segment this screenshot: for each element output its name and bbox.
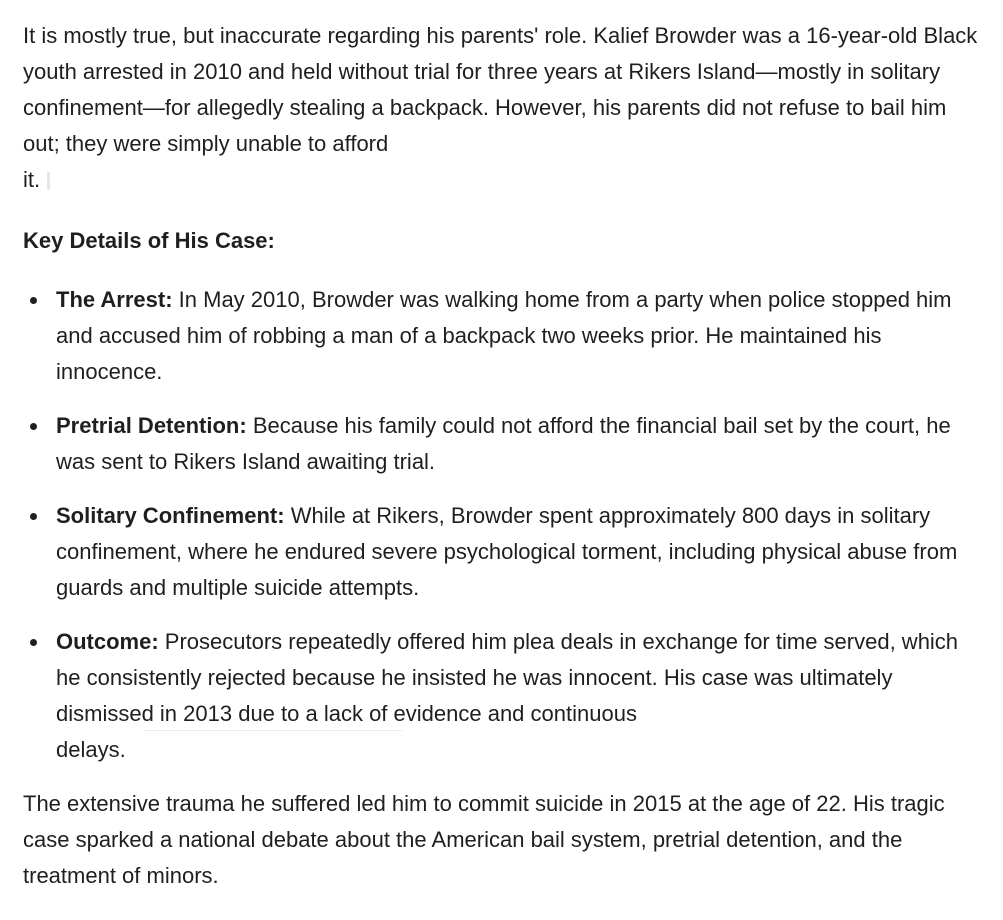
conclusion-paragraph: The extensive trauma he suffered led him to commit suicide in 2015 at the age of 22. His tragic case sparked a national debate about the American bail system, pretrial detention, and the treatment of minors. (23, 791, 945, 888)
intro-tail: it. (23, 167, 41, 192)
list-item-text: While at Rikers, Browder spent approximately 800 days in solitary confinement, where he endured severe psychological torment, including physical abuse from guards and multiple suicide attempts. (56, 503, 958, 600)
list-item (23, 498, 968, 606)
list-item-tail: delays. (56, 737, 126, 762)
list-item-text: In May 2010, Browder was walking home from a party when police stopped him and accused him of robbing a man of a backpack two weeks prior. He maintained his innocence. (56, 287, 952, 384)
list-item (23, 282, 968, 390)
details-list (23, 282, 973, 768)
list-item-text: Because his family could not afford the financial bail set by the court, he was sent to Rikers Island awaiting trial. (56, 413, 951, 474)
list-item-label: Pretrial Detention: (56, 413, 247, 438)
source-chip[interactable] (47, 172, 50, 190)
source-chip[interactable] (144, 730, 402, 731)
list-item-label: Outcome: (56, 629, 159, 654)
intro-paragraph (23, 18, 978, 198)
section-heading: Key Details of His Case: (23, 228, 275, 253)
list-item-label: Solitary Confinement: (56, 503, 285, 528)
list-item-label: The Arrest: (56, 287, 173, 312)
list-item (23, 408, 968, 480)
list-item-text: Prosecutors repeatedly offered him plea deals in exchange for time served, which he consistently rejected because he insisted he was innocent. His case was ultimately dismissed in 2013 due to a lack of evidence and continuous (56, 629, 959, 726)
list-item (23, 624, 968, 768)
intro-text: It is mostly true, but inaccurate regarding his parents' role. Kalief Browder was a 16-year-old Black youth arrested in 2010 and held without trial for three years at Rikers Island—mostly in solitary confinement—for allegedly stealing a backpack. However, his parents did not refuse to bail him out; they were simply unable to afford (23, 23, 978, 156)
